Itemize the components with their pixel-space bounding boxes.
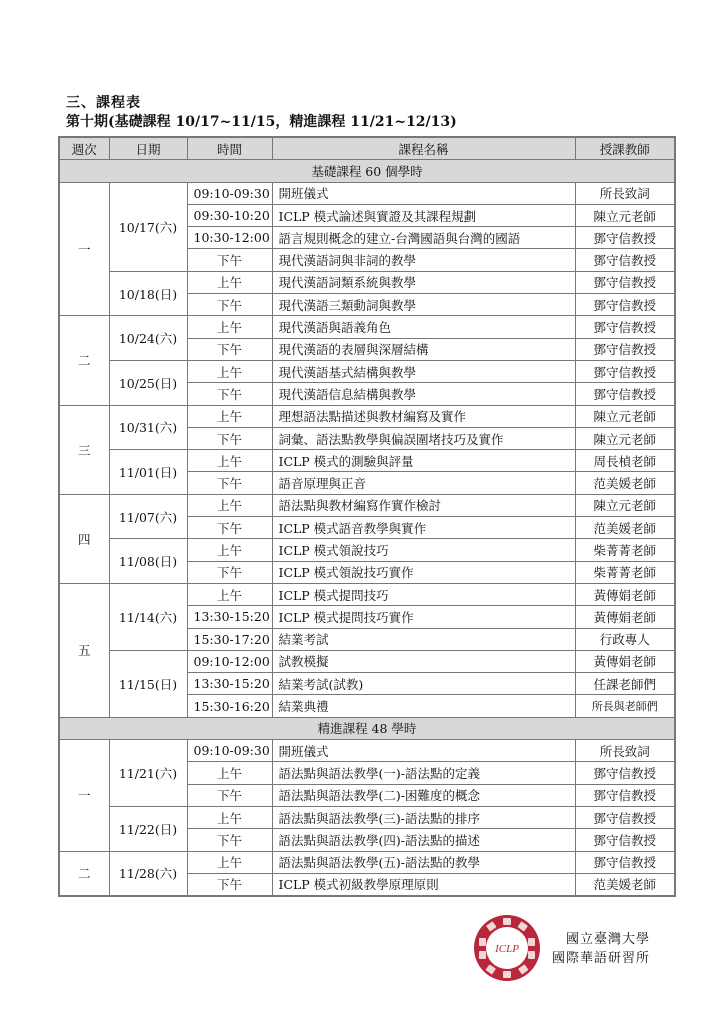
week-cell: 一: [59, 740, 109, 851]
date-cell: 11/28(六): [109, 851, 187, 896]
section-row: [59, 160, 675, 182]
time-cell: 10:30-12:00: [187, 227, 272, 249]
time-cell: 上午: [187, 316, 272, 338]
header-time: 時間: [187, 137, 272, 160]
iclp-logo: [472, 913, 542, 983]
date-cell: 11/22(日): [109, 806, 187, 851]
course-cell: 結業典禮: [272, 695, 575, 717]
date-cell: 11/08(日): [109, 539, 187, 584]
week-cell: 二: [59, 316, 109, 405]
time-cell: 下午: [187, 294, 272, 316]
section-heading: 三、課程表: [66, 95, 141, 111]
time-cell: 上午: [187, 494, 272, 516]
course-cell: 語法點與語法教學(五)-語法點的教學: [272, 851, 575, 873]
teacher-cell: 鄧守信教授: [575, 851, 675, 873]
date-cell: 11/01(日): [109, 450, 187, 495]
time-cell: 上午: [187, 583, 272, 605]
date-cell: 10/18(日): [109, 271, 187, 316]
time-cell: 09:10-09:30: [187, 740, 272, 762]
header-date: 日期: [109, 137, 187, 160]
date-cell: 10/17(六): [109, 182, 187, 271]
teacher-cell: 鄧守信教授: [575, 271, 675, 293]
teacher-cell: 柴菁菁老師: [575, 561, 675, 583]
time-cell: 09:10-12:00: [187, 650, 272, 672]
week-cell: 四: [59, 494, 109, 583]
date-cell: 10/24(六): [109, 316, 187, 361]
course-cell: ICLP 模式的測驗與評量: [272, 450, 575, 472]
course-cell: 語法點與語法教學(一)-語法點的定義: [272, 762, 575, 784]
teacher-cell: 黃傳娟老師: [575, 650, 675, 672]
course-cell: 現代漢語三類動詞與教學: [272, 294, 575, 316]
time-cell: 下午: [187, 472, 272, 494]
term-subheading: 第十期(基礎課程 10/17~11/15，精進課程 11/21~12/13): [66, 114, 457, 130]
teacher-cell: 所長致詞: [575, 740, 675, 762]
course-cell: 開班儀式: [272, 740, 575, 762]
course-cell: ICLP 模式提問技巧實作: [272, 606, 575, 628]
teacher-cell: 范美媛老師: [575, 472, 675, 494]
time-cell: 13:30-15:20: [187, 606, 272, 628]
table-row: [59, 650, 675, 672]
course-cell: 語言規則概念的建立-台灣國語與台灣的國語: [272, 227, 575, 249]
teacher-cell: 鄧守信教授: [575, 294, 675, 316]
course-cell: 語法點與語法教學(二)-困難度的概念: [272, 784, 575, 806]
teacher-cell: 鄧守信教授: [575, 784, 675, 806]
teacher-cell: 鄧守信教授: [575, 806, 675, 828]
time-cell: 13:30-15:20: [187, 673, 272, 695]
teacher-cell: 周長楨老師: [575, 450, 675, 472]
teacher-cell: 行政專人: [575, 628, 675, 650]
time-cell: 下午: [187, 249, 272, 271]
week-cell: 一: [59, 182, 109, 316]
course-cell: 現代漢語基式結構與教學: [272, 360, 575, 382]
logo-text: ICLP: [495, 943, 519, 955]
course-cell: ICLP 模式語音教學與實作: [272, 517, 575, 539]
table-row: [59, 360, 675, 382]
course-cell: ICLP 模式領說技巧實作: [272, 561, 575, 583]
time-cell: 上午: [187, 539, 272, 561]
course-cell: 語法點與教材編寫作實作檢討: [272, 494, 575, 516]
time-cell: 下午: [187, 383, 272, 405]
time-cell: 下午: [187, 829, 272, 851]
course-cell: ICLP 模式初級教學原理原則: [272, 873, 575, 896]
header-teacher: 授課教師: [575, 137, 675, 160]
time-cell: 下午: [187, 561, 272, 583]
time-cell: 下午: [187, 784, 272, 806]
course-cell: 結業考試(試教): [272, 673, 575, 695]
time-cell: 15:30-16:20: [187, 695, 272, 717]
table-row: [59, 851, 675, 873]
course-cell: 開班儀式: [272, 182, 575, 204]
time-cell: 下午: [187, 517, 272, 539]
course-cell: ICLP 模式論述與實證及其課程規劃: [272, 204, 575, 226]
teacher-cell: 鄧守信教授: [575, 249, 675, 271]
teacher-cell: 鄧守信教授: [575, 383, 675, 405]
date-cell: 10/25(日): [109, 360, 187, 405]
org-name-institute: 國際華語研習所: [552, 951, 651, 966]
teacher-cell: 任課老師們: [575, 673, 675, 695]
time-cell: 上午: [187, 762, 272, 784]
table-row: [59, 806, 675, 828]
course-cell: 理想語法點描述與教材編寫及實作: [272, 405, 575, 427]
table-row: [59, 494, 675, 516]
table-row: [59, 316, 675, 338]
time-cell: 下午: [187, 427, 272, 449]
table-row: [59, 740, 675, 762]
course-cell: ICLP 模式領說技巧: [272, 539, 575, 561]
time-cell: 下午: [187, 338, 272, 360]
course-cell: 語法點與語法教學(三)-語法點的排序: [272, 806, 575, 828]
time-cell: 09:10-09:30: [187, 182, 272, 204]
teacher-cell: 鄧守信教授: [575, 360, 675, 382]
teacher-cell: 柴菁菁老師: [575, 539, 675, 561]
section-title: 精進課程 48 學時: [59, 717, 675, 739]
time-cell: 上午: [187, 806, 272, 828]
course-cell: 試教模擬: [272, 650, 575, 672]
table-row: [59, 405, 675, 427]
table-row: [59, 450, 675, 472]
time-cell: 下午: [187, 873, 272, 896]
week-cell: 五: [59, 583, 109, 717]
schedule-table: [58, 136, 676, 897]
teacher-cell: 陳立元老師: [575, 204, 675, 226]
course-cell: 現代漢語的表層與深層結構: [272, 338, 575, 360]
section-title: 基礎課程 60 個學時: [59, 160, 675, 182]
time-cell: 上午: [187, 360, 272, 382]
table-header-row: [59, 137, 675, 160]
header-week: 週次: [59, 137, 109, 160]
table-body: [59, 160, 675, 896]
date-cell: 11/07(六): [109, 494, 187, 539]
week-cell: 三: [59, 405, 109, 494]
course-cell: ICLP 模式提問技巧: [272, 583, 575, 605]
teacher-cell: 范美媛老師: [575, 873, 675, 896]
teacher-cell: 所長與老師們: [575, 695, 675, 717]
time-cell: 上午: [187, 450, 272, 472]
course-cell: 結業考試: [272, 628, 575, 650]
time-cell: 上午: [187, 851, 272, 873]
teacher-cell: 黃傳娟老師: [575, 606, 675, 628]
date-cell: 11/14(六): [109, 583, 187, 650]
teacher-cell: 鄧守信教授: [575, 338, 675, 360]
date-cell: 11/15(日): [109, 650, 187, 717]
table-row: [59, 271, 675, 293]
table-row: [59, 583, 675, 605]
time-cell: 09:30-10:20: [187, 204, 272, 226]
week-cell: 二: [59, 851, 109, 896]
teacher-cell: 陳立元老師: [575, 427, 675, 449]
course-cell: 現代漢語詞與非詞的教學: [272, 249, 575, 271]
section-row: [59, 717, 675, 739]
teacher-cell: 陳立元老師: [575, 405, 675, 427]
teacher-cell: 黃傳娟老師: [575, 583, 675, 605]
org-name-university: 國立臺灣大學: [566, 932, 651, 947]
date-cell: 11/21(六): [109, 740, 187, 807]
teacher-cell: 鄧守信教授: [575, 227, 675, 249]
course-cell: 現代漢語信息結構與教學: [272, 383, 575, 405]
teacher-cell: 陳立元老師: [575, 494, 675, 516]
header-course: 課程名稱: [272, 137, 575, 160]
course-cell: 現代漢語詞類系統與教學: [272, 271, 575, 293]
table-row: [59, 539, 675, 561]
course-cell: 詞彙、語法點教學與偏誤圍堵技巧及實作: [272, 427, 575, 449]
teacher-cell: 所長致詞: [575, 182, 675, 204]
teacher-cell: 范美媛老師: [575, 517, 675, 539]
teacher-cell: 鄧守信教授: [575, 762, 675, 784]
teacher-cell: 鄧守信教授: [575, 316, 675, 338]
course-cell: 語音原理與正音: [272, 472, 575, 494]
time-cell: 15:30-17:20: [187, 628, 272, 650]
course-cell: 現代漢語與語義角色: [272, 316, 575, 338]
time-cell: 上午: [187, 271, 272, 293]
date-cell: 10/31(六): [109, 405, 187, 450]
time-cell: 上午: [187, 405, 272, 427]
table-row: [59, 182, 675, 204]
teacher-cell: 鄧守信教授: [575, 829, 675, 851]
course-cell: 語法點與語法教學(四)-語法點的描述: [272, 829, 575, 851]
